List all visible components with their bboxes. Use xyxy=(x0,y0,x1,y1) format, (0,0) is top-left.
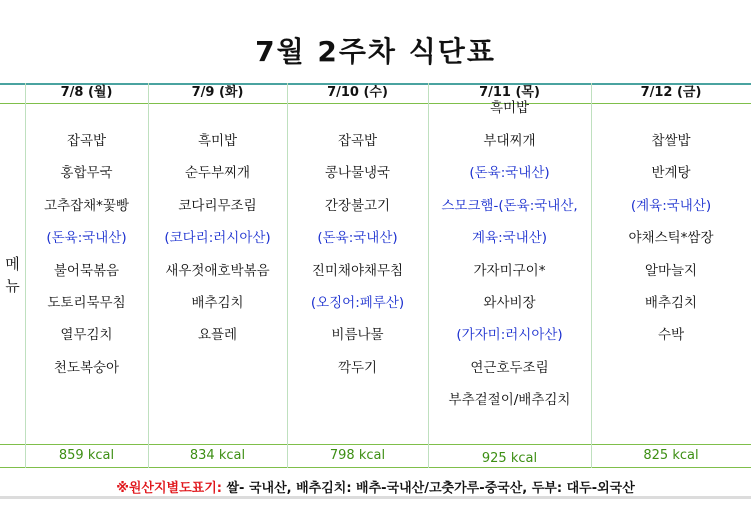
day-header: 7/9 (화) xyxy=(191,85,244,100)
menu-item: 잡곡밥 xyxy=(66,133,107,149)
menu-item: 콩나물냉국 xyxy=(324,165,391,182)
origin-label: (돈육:국내산) xyxy=(469,165,550,182)
menu-item: 비름나물 xyxy=(331,327,384,344)
menu-side-label xyxy=(0,106,25,444)
day-header: 7/12 (금) xyxy=(640,85,702,100)
menu-item: 도토리묵무침 xyxy=(47,294,126,311)
menu-item: 연근호두조림 xyxy=(470,359,549,376)
menu-item: 불어묵볶음 xyxy=(53,262,120,279)
page-title: 7월 2주차 식단표 xyxy=(255,35,496,68)
menu-item: 와사비장 xyxy=(483,294,536,311)
menu-item: 간장불고기 xyxy=(324,197,391,214)
origin-label: 스모크햄-(돈육:국내산, xyxy=(441,197,578,214)
menu-table xyxy=(0,83,751,468)
menu-item: 흑미밥 xyxy=(489,100,530,116)
menu-item: 부추겉절이/배추김치 xyxy=(448,392,571,409)
day-column-tue xyxy=(148,83,287,468)
menu-item: 천도복숭아 xyxy=(53,359,120,376)
menu-list xyxy=(148,125,287,352)
kcal-value: 834 kcal xyxy=(189,448,246,463)
menu-list xyxy=(25,125,148,384)
day-column-wed xyxy=(287,83,428,468)
menu-item: 가자미구이* xyxy=(473,262,546,279)
menu-item: 순두부찌개 xyxy=(184,165,251,182)
horizontal-scrollbar[interactable] xyxy=(0,496,751,499)
menu-item: 새우젓애호박볶음 xyxy=(165,262,270,279)
origin-label: (돈육:국내산) xyxy=(317,230,398,247)
side-label-char: 뉴 xyxy=(5,277,20,295)
menu-item: 고추잡채*꽃빵 xyxy=(44,197,129,214)
menu-item: 배추김치 xyxy=(191,294,244,311)
origin-label: (가자미:러시아산) xyxy=(456,327,563,344)
footnote-text: 쌀- 국내산, 배추김치: 배추-국내산/고춧가루-중국산, 두부: 대두-외국산 xyxy=(221,481,635,496)
menu-item: 배추김치 xyxy=(644,294,698,311)
origin-label: (오징어:페루산) xyxy=(310,294,405,311)
menu-item: 코다리무조림 xyxy=(178,197,257,214)
menu-list xyxy=(591,125,751,352)
origin-label: (돈육:국내산) xyxy=(46,230,127,247)
day-header: 7/11 (목) xyxy=(479,85,540,100)
menu-list xyxy=(428,125,591,417)
origin-footnote xyxy=(0,477,751,496)
day-header: 7/8 (월) xyxy=(60,85,113,100)
menu-item: 야채스틱*쌈장 xyxy=(628,230,714,247)
kcal-value: 859 kcal xyxy=(58,448,115,463)
day-column-mon xyxy=(25,83,148,468)
menu-item: 요플레 xyxy=(197,327,238,344)
origin-label: (코다리:러시아산) xyxy=(164,230,271,247)
footnote-label: ※원산지별도표기: xyxy=(116,481,222,496)
day-header: 7/10 (수) xyxy=(327,85,388,100)
menu-item: 반계탕 xyxy=(651,165,691,182)
menu-item: 진미채야채무침 xyxy=(311,262,404,279)
menu-item: 홍합무국 xyxy=(60,165,113,182)
menu-item: 흑미밥 xyxy=(197,133,238,149)
origin-label: 계육:국내산) xyxy=(471,230,548,247)
day-column-thu xyxy=(428,83,591,468)
menu-item: 열무김치 xyxy=(60,327,113,344)
kcal-value: 798 kcal xyxy=(329,448,386,463)
origin-label: (계육:국내산) xyxy=(630,197,712,214)
menu-item: 깍두기 xyxy=(337,359,378,376)
day-column-fri xyxy=(591,83,751,468)
kcal-value: 925 kcal xyxy=(481,451,538,466)
side-label-char: 메 xyxy=(5,255,20,273)
kcal-value: 825 kcal xyxy=(643,448,699,463)
menu-item: 부대찌개 xyxy=(483,133,536,149)
menu-item: 수박 xyxy=(657,327,685,344)
menu-item: 알마늘지 xyxy=(644,262,698,279)
menu-item: 찹쌀밥 xyxy=(651,133,691,149)
menu-list xyxy=(287,125,428,384)
menu-item: 잡곡밥 xyxy=(337,133,378,149)
